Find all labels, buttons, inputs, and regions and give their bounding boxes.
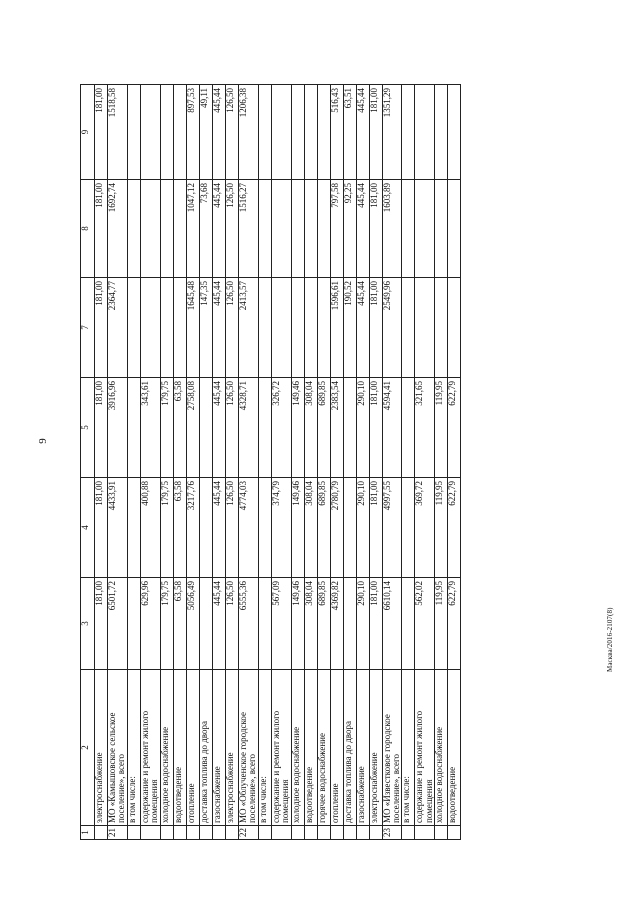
row-number-cell [95,826,108,840]
column-header: 3 [81,578,95,670]
table-row [402,85,415,840]
table-row [317,85,330,840]
value-cell: 622,79 [448,478,461,578]
value-cell: 369,72 [415,478,435,578]
value-cell [127,85,140,180]
row-number-cell [402,826,415,840]
table-row [330,85,343,840]
value-cell: 63,58 [173,578,186,670]
table-row [127,85,140,840]
value-cell: 149,46 [291,478,304,578]
value-cell [271,180,291,278]
value-cell: 1518,58 [108,85,128,180]
item-name-cell: содержание и ремонт жилого помещения [140,670,160,826]
row-number-cell [271,826,291,840]
row-number-cell [212,826,225,840]
value-cell: 445,44 [212,278,225,378]
value-cell: 126,50 [225,278,238,378]
value-cell: 181,00 [95,478,108,578]
item-name-cell: МО «Облученское городское поселение», всего [238,670,258,826]
row-number-cell [160,826,173,840]
column-header: 2 [81,670,95,826]
value-cell [258,278,271,378]
table-row [258,85,271,840]
rotated-table-container [80,85,583,840]
value-cell [160,180,173,278]
value-cell [199,578,212,670]
row-number-cell [225,826,238,840]
value-cell: 2364,77 [108,278,128,378]
value-cell [343,578,356,670]
value-cell: 308,04 [304,478,317,578]
value-cell: 1645,48 [186,278,199,378]
table-row [238,85,258,840]
row-number-cell [199,826,212,840]
value-cell [304,85,317,180]
value-cell [415,278,435,378]
table-row [435,85,448,840]
value-cell: 179,75 [160,578,173,670]
row-number-cell [317,826,330,840]
value-cell: 181,00 [95,85,108,180]
value-cell: 445,44 [356,180,369,278]
table-row [356,85,369,840]
value-cell: 92,25 [343,180,356,278]
table-row [108,85,128,840]
value-cell: 6501,72 [108,578,128,670]
value-cell [402,278,415,378]
value-cell: 181,00 [369,478,382,578]
value-cell: 445,44 [356,278,369,378]
item-name-cell: электроснабжение [369,670,382,826]
value-cell [402,180,415,278]
row-number-cell [127,826,140,840]
value-cell: 445,44 [212,478,225,578]
value-cell: 126,50 [225,85,238,180]
value-cell [402,378,415,478]
item-name-cell: водоотведение [448,670,461,826]
value-cell [343,378,356,478]
value-cell: 562,02 [415,578,435,670]
table-row [95,85,108,840]
value-cell: 1047,12 [186,180,199,278]
value-cell: 181,00 [369,85,382,180]
value-cell [258,378,271,478]
item-name-cell: газоснабжение [212,670,225,826]
item-name-cell: водоотведение [304,670,317,826]
value-cell: 567,09 [271,578,291,670]
tariff-table [80,84,461,840]
value-cell [160,85,173,180]
value-cell: 181,00 [95,180,108,278]
value-cell: 5056,49 [186,578,199,670]
column-header: 1 [81,826,95,840]
row-number-cell [140,826,160,840]
row-number-cell [330,826,343,840]
value-cell: 374,79 [271,478,291,578]
column-header: 7 [81,278,95,378]
value-cell: 181,00 [369,180,382,278]
table-row [186,85,199,840]
value-cell: 6555,36 [238,578,258,670]
value-cell: 6610,14 [382,578,402,670]
value-cell: 2758,08 [186,378,199,478]
value-cell [258,578,271,670]
value-cell [448,85,461,180]
value-cell: 3916,96 [108,378,128,478]
value-cell [127,378,140,478]
item-name-cell: холодное водоснабжение [435,670,448,826]
value-cell: 290,10 [356,578,369,670]
value-cell [448,180,461,278]
value-cell: 181,00 [95,578,108,670]
row-number-cell [258,826,271,840]
value-cell [304,180,317,278]
value-cell [127,180,140,278]
value-cell: 343,61 [140,378,160,478]
row-number-cell [343,826,356,840]
value-cell: 326,72 [271,378,291,478]
value-cell: 63,58 [173,378,186,478]
value-cell: 179,75 [160,478,173,578]
value-cell [140,180,160,278]
table-row [415,85,435,840]
value-cell: 4433,91 [108,478,128,578]
value-cell [435,85,448,180]
table-row [291,85,304,840]
value-cell: 622,79 [448,578,461,670]
item-name-cell: содержание и ремонт жилого помещения [271,670,291,826]
column-header: 5 [81,378,95,478]
value-cell [199,378,212,478]
value-cell [317,180,330,278]
value-cell: 1596,61 [330,278,343,378]
value-cell: 290,10 [356,378,369,478]
row-number-cell [415,826,435,840]
row-number-cell: 21 [108,826,128,840]
row-number-cell [173,826,186,840]
value-cell [435,180,448,278]
value-cell: 400,88 [140,478,160,578]
value-cell [317,85,330,180]
value-cell: 4997,55 [382,478,402,578]
item-name-cell: доставка топлива до двора [343,670,356,826]
table-row [369,85,382,840]
value-cell: 181,00 [369,278,382,378]
column-header: 4 [81,478,95,578]
value-cell [402,478,415,578]
value-cell [304,278,317,378]
table-row [304,85,317,840]
value-cell: 2780,79 [330,478,343,578]
value-cell: 689,85 [317,378,330,478]
item-name-cell: в том числе: [127,670,140,826]
table-row [212,85,225,840]
value-cell: 2383,54 [330,378,343,478]
value-cell: 308,04 [304,578,317,670]
value-cell: 445,44 [212,85,225,180]
value-cell [127,478,140,578]
value-cell: 629,96 [140,578,160,670]
value-cell: 63,51 [343,85,356,180]
value-cell: 1516,27 [238,180,258,278]
value-cell: 149,46 [291,378,304,478]
item-name-cell: отопление [330,670,343,826]
value-cell: 1206,38 [238,85,258,180]
value-cell [448,278,461,378]
value-cell [271,85,291,180]
value-cell: 119,95 [435,378,448,478]
item-name-cell: в том числе: [402,670,415,826]
value-cell: 4328,71 [238,378,258,478]
table-header-row [81,85,95,840]
table-row [173,85,186,840]
row-number-cell [448,826,461,840]
row-number-cell: 22 [238,826,258,840]
row-number-cell [291,826,304,840]
value-cell [343,478,356,578]
value-cell: 2413,57 [238,278,258,378]
row-number-cell: 23 [382,826,402,840]
column-header: 8 [81,180,95,278]
value-cell [140,85,160,180]
value-cell: 1692,74 [108,180,128,278]
row-number-cell [435,826,448,840]
item-name-cell: электроснабжение [95,670,108,826]
value-cell: 149,46 [291,578,304,670]
value-cell: 2549,96 [382,278,402,378]
table-row [140,85,160,840]
value-cell: 147,35 [199,278,212,378]
value-cell [317,278,330,378]
value-cell: 49,11 [199,85,212,180]
value-cell [435,278,448,378]
value-cell: 119,95 [435,578,448,670]
table-row [160,85,173,840]
table-row [382,85,402,840]
item-name-cell: горячее водоснабжение [317,670,330,826]
value-cell [402,85,415,180]
value-cell: 179,75 [160,378,173,478]
item-name-cell: доставка топлива до двора [199,670,212,826]
value-cell: 181,00 [369,578,382,670]
row-number-cell [369,826,382,840]
value-cell: 73,68 [199,180,212,278]
value-cell [258,85,271,180]
table-row [343,85,356,840]
value-cell: 1603,89 [382,180,402,278]
item-name-cell: отопление [186,670,199,826]
value-cell: 290,10 [356,478,369,578]
value-cell: 3217,76 [186,478,199,578]
row-number-cell [356,826,369,840]
value-cell: 181,00 [95,378,108,478]
value-cell: 126,50 [225,378,238,478]
value-cell: 622,79 [448,378,461,478]
document-reference-note: Масква/2016-2107(8) [606,607,614,672]
table-row [199,85,212,840]
item-name-cell: МО «Известковое городское поселение», всего [382,670,402,826]
value-cell: 445,44 [356,85,369,180]
item-name-cell: электроснабжение [225,670,238,826]
column-header: 9 [81,85,95,180]
value-cell [291,180,304,278]
value-cell: 181,00 [369,378,382,478]
value-cell: 689,85 [317,478,330,578]
table-row [448,85,461,840]
value-cell [199,478,212,578]
row-number-cell [304,826,317,840]
value-cell [402,578,415,670]
row-number-cell [186,826,199,840]
page-number: 9 [36,438,49,444]
value-cell: 897,53 [186,85,199,180]
value-cell: 689,85 [317,578,330,670]
value-cell: 119,95 [435,478,448,578]
table-row [225,85,238,840]
value-cell: 4774,03 [238,478,258,578]
value-cell [291,278,304,378]
value-cell [415,180,435,278]
value-cell [173,278,186,378]
item-name-cell: содержание и ремонт жилого помещения [415,670,435,826]
value-cell [127,578,140,670]
item-name-cell: в том числе: [258,670,271,826]
value-cell: 126,50 [225,578,238,670]
table-body [95,85,461,840]
value-cell: 445,44 [212,378,225,478]
value-cell: 63,58 [173,478,186,578]
value-cell: 445,44 [212,578,225,670]
table-row [271,85,291,840]
value-cell [258,478,271,578]
value-cell: 4594,41 [382,378,402,478]
value-cell: 1351,29 [382,85,402,180]
value-cell [173,85,186,180]
value-cell: 308,04 [304,378,317,478]
value-cell [140,278,160,378]
value-cell [291,85,304,180]
value-cell: 190,52 [343,278,356,378]
value-cell: 181,00 [95,278,108,378]
value-cell: 126,50 [225,478,238,578]
value-cell: 321,65 [415,378,435,478]
value-cell: 516,43 [330,85,343,180]
value-cell [173,180,186,278]
item-name-cell: МО «Камышовское сельское поселение», всего [108,670,128,826]
value-cell: 445,44 [212,180,225,278]
value-cell [160,278,173,378]
value-cell: 797,58 [330,180,343,278]
item-name-cell: газоснабжение [356,670,369,826]
value-cell [415,85,435,180]
value-cell [127,278,140,378]
value-cell [271,278,291,378]
item-name-cell: водоотведение [173,670,186,826]
item-name-cell: холодное водоснабжение [160,670,173,826]
value-cell [258,180,271,278]
item-name-cell: холодное водоснабжение [291,670,304,826]
value-cell: 126,50 [225,180,238,278]
value-cell: 4369,82 [330,578,343,670]
